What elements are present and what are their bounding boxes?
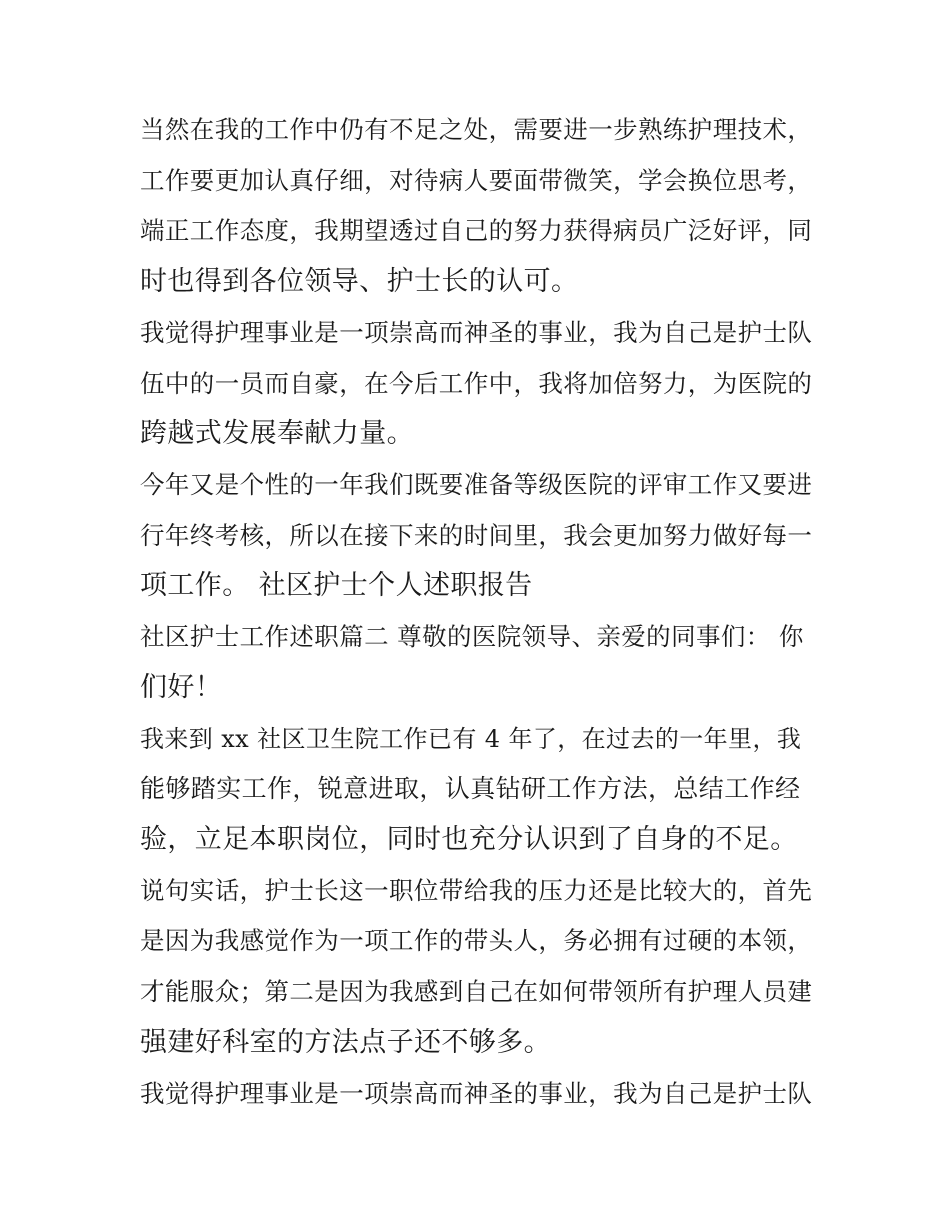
paragraph-line: 项工作。 社区护士个人述职报告 — [140, 570, 533, 601]
paragraph-line: 我觉得护理事业是一项崇高而神圣的事业，我为自己是护士队 — [140, 318, 813, 347]
paragraph-line: 是因为我感觉作为一项工作的带头人，务必拥有过硬的本领， — [140, 926, 813, 955]
paragraph-line: 强建好科室的方法点子还不够多。 — [140, 1027, 551, 1058]
paragraph-line: 跨越式发展奉献力量。 — [140, 418, 414, 449]
paragraph-line: 伍中的一员而自豪，在今后工作中，我将加倍努力，为医院的 — [140, 369, 813, 398]
paragraph-line: 我觉得护理事业是一项崇高而神圣的事业，我为自己是护士队 — [140, 1079, 813, 1108]
paragraph-line: 我来到 xx 社区卫生院工作已有 4 年了，在过去的一年里，我 — [140, 725, 802, 753]
paragraph-line: 才能服众；第二是因为我感到自己在如何带领所有护理人员建 — [140, 977, 813, 1006]
paragraph-line: 端正工作态度，我期望透过自己的努力获得病员广泛好评，同 — [140, 216, 813, 245]
paragraph-line: 能够踏实工作，锐意进取，认真钻研工作方法，总结工作经 — [140, 774, 801, 803]
paragraph-line: 今年又是个性的一年我们既要准备等级医院的评审工作又要进 — [140, 470, 813, 499]
paragraph-line: 验，立足本职岗位，同时也充分认识到了自身的不足。 — [140, 824, 798, 855]
paragraph-line: 时也得到各位领导、护士长的认可。 — [140, 266, 579, 297]
paragraph-line: 们好！ — [140, 672, 223, 703]
paragraph-line: 社区护士工作述职篇二 尊敬的医院领导、亲爱的同事们： 你 — [140, 622, 804, 651]
paragraph-line: 说句实话，护士长这一职位带给我的压力还是比较大的，首先 — [140, 876, 813, 905]
paragraph-line: 当然在我的工作中仍有不足之处，需要进一步熟练护理技术， — [140, 115, 813, 144]
paragraph-line: 行年终考核，所以在接下来的时间里，我会更加努力做好每一 — [140, 521, 813, 550]
paragraph-line: 工作要更加认真仔细，对待病人要面带微笑，学会换位思考， — [140, 166, 813, 195]
